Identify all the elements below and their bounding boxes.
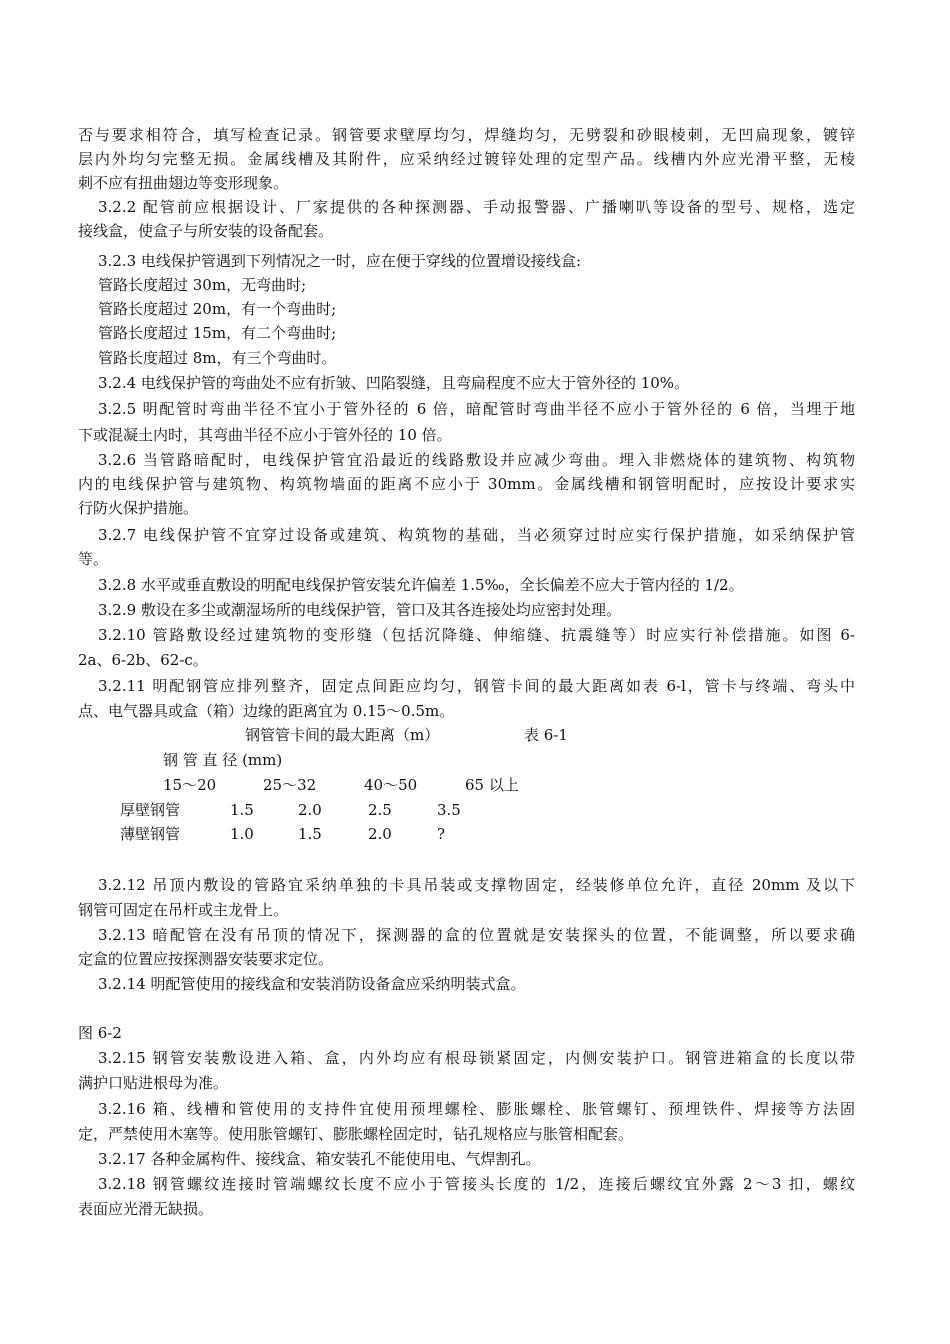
text-line: 3.2.11 明配钢管应排列整齐，固定点间距应均匀，钢管卡间的最大距离如表 6-l，管卡与终端、弯头中 [98, 677, 855, 695]
text-line: 表面应光滑无缺损。 [78, 1200, 214, 1218]
table-cell: 2.5 [368, 801, 392, 819]
text-line: 行防火保护措施。 [78, 499, 199, 517]
table-cell: ? [437, 825, 446, 843]
text-line: 3.2.12 吊顶内敷设的管路宜采纳单独的卡具吊装或支撑物固定，经装修单位允许，直径 20mm 及以下 [98, 876, 855, 894]
text-line: 3.2.13 暗配管在没有吊顶的情况下，探测器的盒的位置就是安装探头的位置，不能调整，所以要求确 [98, 926, 855, 944]
table-column-header: 40～50 [364, 776, 418, 794]
text-line: 管路长度超过 8m，有三个弯曲时。 [98, 349, 337, 367]
text-line: 3.2.14 明配管使用的接线盒和安装消防设备盒应采纳明装式盒。 [98, 975, 526, 993]
text-line: 3.2.4 电线保护管的弯曲处不应有折皱、凹陷裂缝，且弯扁程度不应大于管外径的 10%。 [98, 374, 690, 392]
table-cell: 1.0 [230, 825, 254, 843]
text-line: 2a、6-2b、62-c。 [78, 651, 208, 669]
text-line: 否与要求相符合，填写检查记录。钢管要求壁厚均匀，焊缝均匀，无劈裂和砂眼棱刺，无凹扁现象，镀锌 [78, 126, 855, 144]
text-line: 内的电线保护管与建筑物、构筑物墙面的距离不应小于 30mm。金属线槽和钢管明配时，应按设计要求实 [78, 475, 855, 493]
table-cell: 2.0 [298, 801, 322, 819]
text-line: 下或混凝土内时，其弯曲半径不应小于管外径的 10 倍。 [78, 426, 452, 444]
text-line: 3.2.15 钢管安装敷设进入箱、盒，内外均应有根母锁紧固定，内侧安装护口。钢管进箱盒的长度以带 [98, 1049, 855, 1067]
text-line: 3.2.2 配管前应根据设计、厂家提供的各种探测器、手动报警器、广播喇叭等设备的型号、规格，选定 [98, 198, 855, 216]
text-line: 接线盒，使盒子与所安装的设备配套。 [78, 222, 334, 240]
table-header-label: 钢 管 直 径 (mm) [163, 751, 283, 769]
text-line: 3.2.5 明配管时弯曲半径不宜小于管外径的 6 倍，暗配管时弯曲半径不应小于管外径的 6 倍，当埋于地 [98, 400, 855, 418]
text-line: 3.2.9 敷设在多尘或潮湿场所的电线保护管，管口及其各连接处均应密封处理。 [98, 601, 621, 619]
text-line: 3.2.6 当管路暗配时，电线保护管宜沿最近的线路敷设并应减少弯曲。埋入非燃烧体的建筑物、构筑物 [98, 451, 855, 469]
table-column-header: 15～20 [163, 776, 217, 794]
figure-caption: 图 6-2 [78, 1024, 122, 1042]
text-line: 定盒的位置应按探测器安装要求定位。 [78, 950, 334, 968]
text-line: 3.2.16 箱、线槽和管使用的支持件宜使用预埋螺栓、膨胀螺栓、胀管螺钉、预埋铁件、焊接等方法固 [98, 1100, 855, 1118]
text-line: 3.2.8 水平或垂直敷设的明配电线保护管安装允许偏差 1.5‰，全长偏差不应大于管内径的 1/2。 [98, 576, 744, 594]
table-column-header: 25～32 [263, 776, 317, 794]
text-line: 3.2.17 各种金属构件、接线盒、箱安装孔不能使用电、气焊割孔。 [98, 1150, 541, 1168]
text-line: 等。 [78, 550, 109, 568]
text-line: 管路长度超过 30m，无弯曲时; [98, 276, 307, 294]
text-line: 钢管可固定在吊杆或主龙骨上。 [78, 901, 289, 919]
text-line: 管路长度超过 20m，有一个弯曲时; [98, 300, 337, 318]
text-line: 管路长度超过 15m，有二个弯曲时; [98, 324, 337, 342]
table-cell: 3.5 [437, 801, 461, 819]
text-line: 层内外均匀完整无损。金属线槽及其附件，应采纳经过镀锌处理的定型产品。线槽内外应光滑平整，无棱 [78, 150, 855, 168]
table-row-label: 薄壁钢管 [120, 825, 181, 843]
text-line: 点、电气器具或盒（箱）边缘的距离宜为 0.15～0.5m。 [78, 702, 455, 720]
text-line: 满护口贴进根母为准。 [78, 1074, 229, 1092]
table-title: 钢管管卡间的最大距离（m） [245, 726, 440, 744]
text-line: 刺不应有扭曲翅边等变形现象。 [78, 174, 289, 192]
table-cell: 1.5 [230, 801, 254, 819]
text-line: 3.2.10 管路敷设经过建筑物的变形缝（包括沉降缝、伸缩缝、抗震缝等）时应实行补偿措施。如图 6- [98, 626, 855, 644]
text-line: 3.2.3 电线保护管遇到下列情况之一时，应在便于穿线的位置增设接线盒: [98, 252, 581, 270]
text-line: 3.2.7 电线保护管不宜穿过设备或建筑、构筑物的基础，当必须穿过时应实行保护措施，如采纳保护管 [98, 526, 855, 544]
table-column-header: 65 以上 [465, 776, 519, 794]
text-line: 定，严禁使用木塞等。使用胀管螺钉、膨胀螺栓固定时，钻孔规格应与胀管相配套。 [78, 1125, 634, 1143]
table-cell: 2.0 [368, 825, 392, 843]
table-cell: 1.5 [298, 825, 322, 843]
table-number: 表 6-1 [524, 726, 568, 744]
text-line: 3.2.18 钢管螺纹连接时管端螺纹长度不应小于管接头长度的 1/2，连接后螺纹宜外露 2～3 扣，螺纹 [98, 1175, 855, 1193]
table-row-label: 厚壁钢管 [120, 801, 181, 819]
